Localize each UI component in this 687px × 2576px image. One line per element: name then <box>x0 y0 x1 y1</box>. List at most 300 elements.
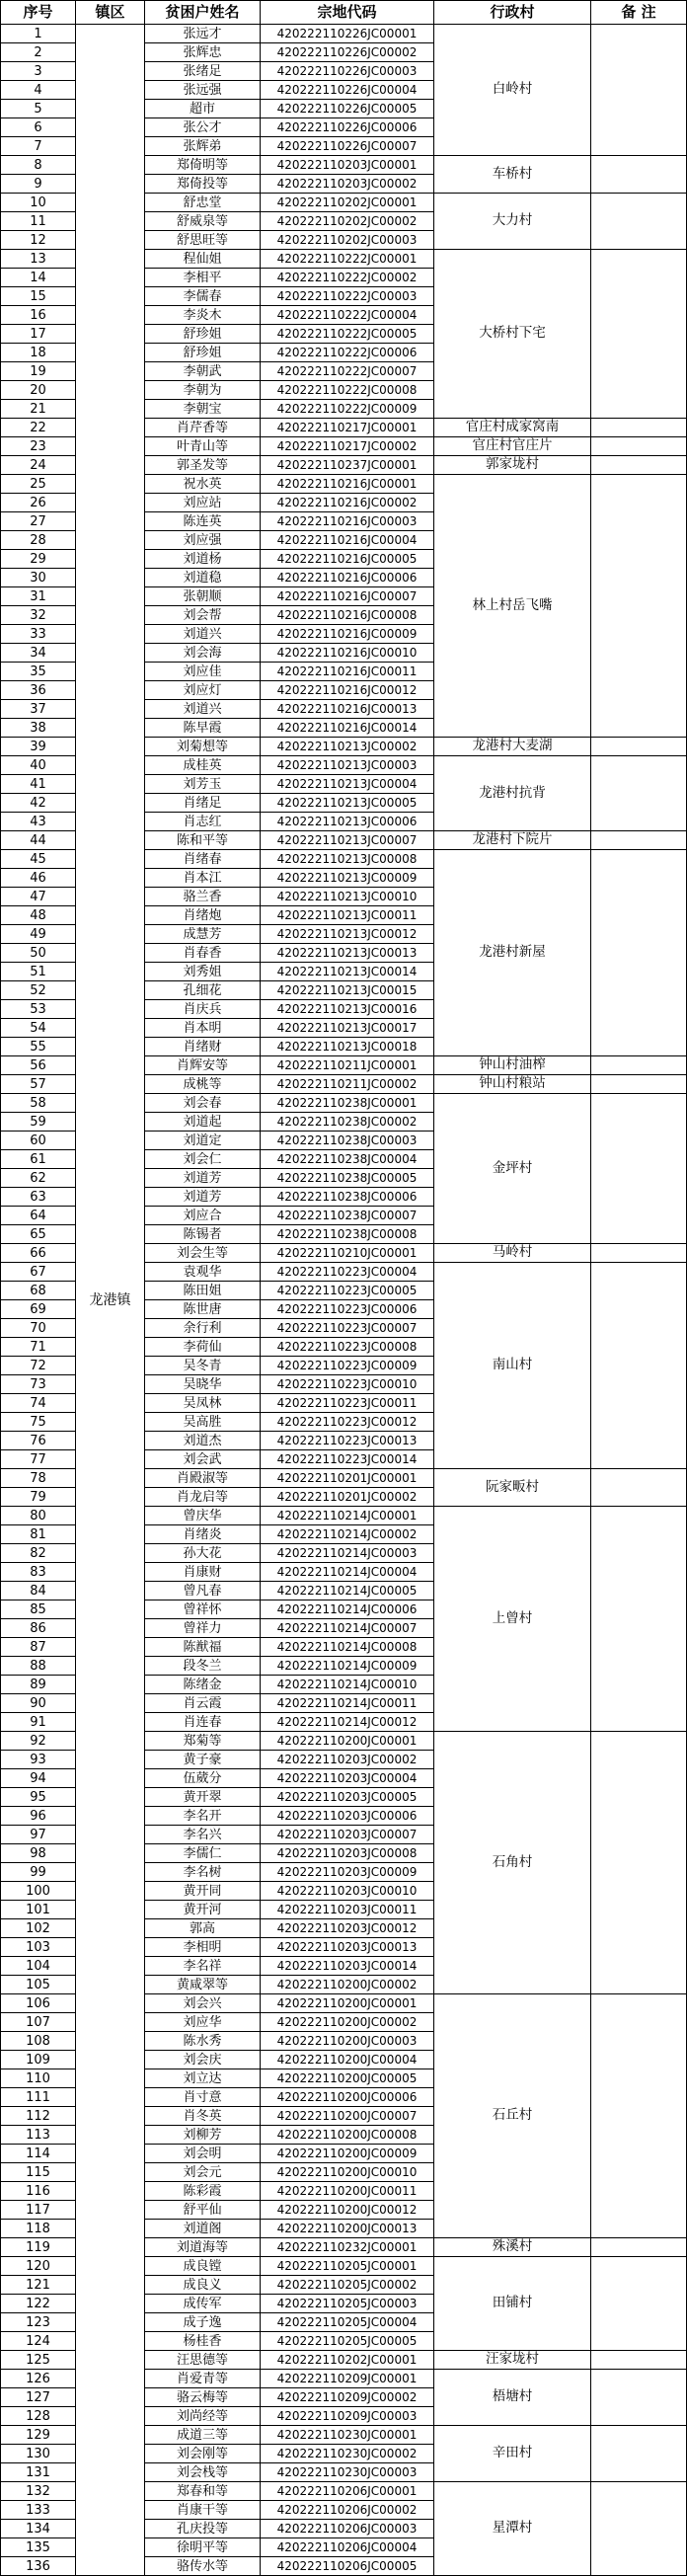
household-name: 曾凡春 <box>145 1582 261 1600</box>
household-name: 肖冬英 <box>145 2107 261 2126</box>
parcel-code: 420222110238JC00007 <box>261 1207 434 1225</box>
row-number: 73 <box>1 1375 76 1394</box>
household-name: 肖本明 <box>145 1019 261 1038</box>
parcel-code: 420222110213JC00013 <box>261 944 434 963</box>
household-name: 刘会刚等 <box>145 2445 261 2463</box>
household-name: 黄子豪 <box>145 1751 261 1769</box>
household-name: 刘会元 <box>145 2163 261 2182</box>
parcel-code: 420222110238JC00006 <box>261 1188 434 1207</box>
parcel-code: 420222110222JC00009 <box>261 400 434 419</box>
parcel-code: 420222110213JC00015 <box>261 981 434 1000</box>
household-name: 舒忠堂 <box>145 194 261 212</box>
row-number: 15 <box>1 287 76 306</box>
parcel-code: 420222110203JC00007 <box>261 1826 434 1844</box>
row-number: 2 <box>1 43 76 62</box>
parcel-code: 420222110203JC00002 <box>261 175 434 194</box>
parcel-code: 420222110216JC00006 <box>261 569 434 587</box>
parcel-code: 420222110213JC00014 <box>261 963 434 981</box>
parcel-code: 420222110213JC00003 <box>261 756 434 775</box>
household-name: 肖本江 <box>145 869 261 888</box>
row-number: 37 <box>1 700 76 719</box>
row-number: 8 <box>1 156 76 175</box>
village-name: 车桥村 <box>434 156 591 194</box>
household-name: 陈和平等 <box>145 831 261 850</box>
household-name: 杨桂香 <box>145 2332 261 2351</box>
row-number: 134 <box>1 2520 76 2538</box>
row-number: 70 <box>1 1319 76 1338</box>
header-household-name: 贫困户姓名 <box>145 1 261 25</box>
row-number: 20 <box>1 381 76 400</box>
household-name: 刘会庆 <box>145 2051 261 2069</box>
household-name: 曾庆华 <box>145 1507 261 1525</box>
row-number: 129 <box>1 2426 76 2445</box>
parcel-code: 420222110206JC00001 <box>261 2482 434 2501</box>
household-name: 刘应强 <box>145 531 261 550</box>
row-number: 84 <box>1 1582 76 1600</box>
row-number: 78 <box>1 1469 76 1488</box>
household-name: 伍葳分 <box>145 1769 261 1788</box>
row-number: 55 <box>1 1038 76 1056</box>
town-name: 龙港镇 <box>76 25 145 2576</box>
village-name: 马岭村 <box>434 1244 591 1263</box>
parcel-code: 420222110222JC00005 <box>261 325 434 344</box>
parcel-code: 420222110211JC00001 <box>261 1056 434 1075</box>
row-number: 38 <box>1 719 76 738</box>
parcel-code: 420222110222JC00001 <box>261 250 434 269</box>
row-number: 65 <box>1 1225 76 1244</box>
household-name: 刘应华 <box>145 2013 261 2032</box>
parcel-code: 420222110223JC00012 <box>261 1413 434 1432</box>
household-name: 李儒春 <box>145 287 261 306</box>
household-name: 段冬兰 <box>145 1657 261 1676</box>
remark-cell <box>591 475 687 738</box>
header-town: 镇区 <box>76 1 145 25</box>
household-name: 成道三等 <box>145 2426 261 2445</box>
row-number: 121 <box>1 2276 76 2295</box>
household-name: 刘会生等 <box>145 1244 261 1263</box>
village-name: 郭家垅村 <box>434 456 591 475</box>
household-name: 李朝武 <box>145 362 261 381</box>
row-number: 117 <box>1 2201 76 2220</box>
parcel-code: 420222110202JC00003 <box>261 231 434 250</box>
parcel-code: 420222110223JC00013 <box>261 1432 434 1450</box>
household-name: 刘道起 <box>145 1113 261 1132</box>
parcel-code: 420222110205JC00004 <box>261 2313 434 2332</box>
village-name: 白岭村 <box>434 25 591 156</box>
row-number: 49 <box>1 925 76 944</box>
row-number: 88 <box>1 1657 76 1676</box>
row-number: 108 <box>1 2032 76 2051</box>
row-number: 71 <box>1 1338 76 1357</box>
row-number: 40 <box>1 756 76 775</box>
parcel-code: 420222110216JC00010 <box>261 644 434 663</box>
household-name: 张辉忠 <box>145 43 261 62</box>
village-name: 星潭村 <box>434 2482 591 2576</box>
household-name: 肖志红 <box>145 813 261 831</box>
parcel-code: 420222110205JC00003 <box>261 2295 434 2313</box>
row-number: 118 <box>1 2220 76 2238</box>
remark-cell <box>591 1056 687 1075</box>
header-row-number: 序号 <box>1 1 76 25</box>
household-name: 肖康干等 <box>145 2501 261 2520</box>
row-number: 27 <box>1 512 76 531</box>
parcel-code: 420222110216JC00008 <box>261 606 434 625</box>
village-name: 龙港村大麦湖 <box>434 738 591 756</box>
household-name: 骆传水等 <box>145 2557 261 2576</box>
row-number: 68 <box>1 1282 76 1300</box>
household-name: 刘会春 <box>145 1094 261 1113</box>
remark-cell <box>591 25 687 156</box>
household-name: 肖云霞 <box>145 1694 261 1713</box>
row-number: 28 <box>1 531 76 550</box>
row-number: 128 <box>1 2407 76 2426</box>
parcel-code: 420222110222JC00004 <box>261 306 434 325</box>
household-name: 肖寸意 <box>145 2088 261 2107</box>
parcel-code: 420222110213JC00010 <box>261 888 434 906</box>
parcel-code: 420222110232JC00001 <box>261 2238 434 2257</box>
remark-cell <box>591 1094 687 1244</box>
parcel-code: 420222110222JC00008 <box>261 381 434 400</box>
parcel-code: 420222110209JC00003 <box>261 2407 434 2426</box>
household-name: 李名树 <box>145 1863 261 1882</box>
parcel-code: 420222110202JC00001 <box>261 194 434 212</box>
row-number: 132 <box>1 2482 76 2501</box>
household-name: 张公才 <box>145 118 261 137</box>
row-number: 111 <box>1 2088 76 2107</box>
household-name: 李相明 <box>145 1938 261 1957</box>
parcel-code: 420222110213JC00011 <box>261 906 434 925</box>
household-name: 肖康财 <box>145 1563 261 1582</box>
row-number: 135 <box>1 2538 76 2557</box>
household-name: 李荷仙 <box>145 1338 261 1357</box>
household-name: 黄咸翠等 <box>145 1976 261 1994</box>
row-number: 80 <box>1 1507 76 1525</box>
row-number: 30 <box>1 569 76 587</box>
row-number: 64 <box>1 1207 76 1225</box>
household-name: 黄开河 <box>145 1901 261 1919</box>
row-number: 46 <box>1 869 76 888</box>
household-name: 舒珍姐 <box>145 325 261 344</box>
row-number: 124 <box>1 2332 76 2351</box>
row-number: 97 <box>1 1826 76 1844</box>
household-name: 超市 <box>145 100 261 118</box>
parcel-code: 420222110213JC00012 <box>261 925 434 944</box>
parcel-code: 420222110226JC00007 <box>261 137 434 156</box>
parcel-code: 420222110223JC00008 <box>261 1338 434 1357</box>
parcel-code: 420222110214JC00002 <box>261 1525 434 1544</box>
household-name: 肖绪炮 <box>145 906 261 925</box>
household-name: 陈水秀 <box>145 2032 261 2051</box>
row-number: 89 <box>1 1676 76 1694</box>
parcel-code: 420222110205JC00002 <box>261 2276 434 2295</box>
parcel-code: 420222110201JC00001 <box>261 1469 434 1488</box>
row-number: 126 <box>1 2370 76 2388</box>
remark-cell <box>591 1244 687 1263</box>
household-name: 孔庆投等 <box>145 2520 261 2538</box>
row-number: 1 <box>1 25 76 43</box>
household-name: 陈绪金 <box>145 1676 261 1694</box>
household-name: 刘会帮 <box>145 606 261 625</box>
parcel-code: 420222110201JC00002 <box>261 1488 434 1507</box>
household-name: 肖春香 <box>145 944 261 963</box>
village-name: 龙港村下院片 <box>434 831 591 850</box>
row-number: 119 <box>1 2238 76 2257</box>
parcel-code: 420222110203JC00009 <box>261 1863 434 1882</box>
parcel-code: 420222110200JC00009 <box>261 2145 434 2163</box>
household-name: 李名兴 <box>145 1826 261 1844</box>
household-name: 舒思旺等 <box>145 231 261 250</box>
household-name: 刘会武 <box>145 1450 261 1469</box>
parcel-code: 420222110200JC00010 <box>261 2163 434 2182</box>
row-number: 50 <box>1 944 76 963</box>
parcel-code: 420222110203JC00010 <box>261 1882 434 1901</box>
parcel-code: 420222110226JC00006 <box>261 118 434 137</box>
parcel-code: 420222110213JC00018 <box>261 1038 434 1056</box>
row-number: 110 <box>1 2069 76 2088</box>
row-number: 16 <box>1 306 76 325</box>
village-name: 阮家畈村 <box>434 1469 591 1507</box>
parcel-code: 420222110203JC00014 <box>261 1957 434 1976</box>
household-name: 刘道芳 <box>145 1169 261 1188</box>
row-number: 39 <box>1 738 76 756</box>
parcel-code: 420222110206JC00003 <box>261 2520 434 2538</box>
remark-cell <box>591 2426 687 2482</box>
header-village: 行政村 <box>434 1 591 25</box>
household-name: 吴晓华 <box>145 1375 261 1394</box>
household-name: 刘道兴 <box>145 700 261 719</box>
row-number: 90 <box>1 1694 76 1713</box>
parcel-code: 420222110200JC00006 <box>261 2088 434 2107</box>
row-number: 13 <box>1 250 76 269</box>
parcel-code: 420222110214JC00001 <box>261 1507 434 1525</box>
village-name: 林上村岳飞嘴 <box>434 475 591 738</box>
row-number: 11 <box>1 212 76 231</box>
household-name: 陈早霞 <box>145 719 261 738</box>
remark-cell <box>591 2238 687 2257</box>
row-number: 96 <box>1 1807 76 1826</box>
row-number: 91 <box>1 1713 76 1732</box>
row-number: 57 <box>1 1075 76 1094</box>
row-number: 102 <box>1 1919 76 1938</box>
parcel-code: 420222110200JC00013 <box>261 2220 434 2238</box>
row-number: 113 <box>1 2126 76 2145</box>
household-name: 成传军 <box>145 2295 261 2313</box>
household-name: 刘应站 <box>145 494 261 512</box>
remark-cell <box>591 1469 687 1507</box>
row-number: 130 <box>1 2445 76 2463</box>
row-number: 33 <box>1 625 76 644</box>
row-number: 44 <box>1 831 76 850</box>
row-number: 105 <box>1 1976 76 1994</box>
parcel-code: 420222110213JC00005 <box>261 794 434 813</box>
parcel-code: 420222110238JC00005 <box>261 1169 434 1188</box>
row-number: 53 <box>1 1000 76 1019</box>
row-number: 31 <box>1 587 76 606</box>
parcel-code: 420222110226JC00002 <box>261 43 434 62</box>
household-name: 李相平 <box>145 269 261 287</box>
household-name: 陈锡者 <box>145 1225 261 1244</box>
household-name: 舒威泉等 <box>145 212 261 231</box>
parcel-code: 420222110200JC00002 <box>261 2013 434 2032</box>
remark-cell <box>591 2257 687 2351</box>
household-name: 肖绪炎 <box>145 1525 261 1544</box>
household-name: 李儒仁 <box>145 1844 261 1863</box>
row-number: 104 <box>1 1957 76 1976</box>
row-number: 76 <box>1 1432 76 1450</box>
household-name: 黄开同 <box>145 1882 261 1901</box>
household-name: 成良镗 <box>145 2257 261 2276</box>
remark-cell <box>591 1263 687 1469</box>
row-number: 23 <box>1 437 76 456</box>
household-name: 李名祥 <box>145 1957 261 1976</box>
remark-cell <box>591 419 687 437</box>
household-name: 李名开 <box>145 1807 261 1826</box>
parcel-code: 420222110226JC00003 <box>261 62 434 81</box>
household-name: 郑菊等 <box>145 1732 261 1751</box>
village-name: 南山村 <box>434 1263 591 1469</box>
row-number: 18 <box>1 344 76 362</box>
parcel-code: 420222110216JC00014 <box>261 719 434 738</box>
row-number: 10 <box>1 194 76 212</box>
row-number: 93 <box>1 1751 76 1769</box>
household-name: 李朝为 <box>145 381 261 400</box>
household-name: 祝水英 <box>145 475 261 494</box>
village-name: 田铺村 <box>434 2257 591 2351</box>
household-name: 骆云梅等 <box>145 2388 261 2407</box>
household-name: 张辉弟 <box>145 137 261 156</box>
village-name: 梧塘村 <box>434 2370 591 2426</box>
household-name: 肖殿淑等 <box>145 1469 261 1488</box>
row-number: 114 <box>1 2145 76 2163</box>
row-number: 9 <box>1 175 76 194</box>
row-number: 5 <box>1 100 76 118</box>
parcel-code: 420222110214JC00011 <box>261 1694 434 1713</box>
household-name: 陈田姐 <box>145 1282 261 1300</box>
row-number: 7 <box>1 137 76 156</box>
household-name: 袁观华 <box>145 1263 261 1282</box>
parcel-code: 420222110211JC00002 <box>261 1075 434 1094</box>
household-name: 余行利 <box>145 1319 261 1338</box>
row-number: 56 <box>1 1056 76 1075</box>
row-number: 36 <box>1 681 76 700</box>
household-name: 刘道海等 <box>145 2238 261 2257</box>
household-name: 张远才 <box>145 25 261 43</box>
parcel-code: 420222110213JC00009 <box>261 869 434 888</box>
parcel-code: 420222110213JC00017 <box>261 1019 434 1038</box>
household-name: 刘柳芳 <box>145 2126 261 2145</box>
row-number: 66 <box>1 1244 76 1263</box>
parcel-code: 420222110216JC00007 <box>261 587 434 606</box>
parcel-code: 420222110223JC00005 <box>261 1282 434 1300</box>
village-name: 汪家垅村 <box>434 2351 591 2370</box>
parcel-code: 420222110222JC00002 <box>261 269 434 287</box>
household-name: 郑倚明等 <box>145 156 261 175</box>
parcel-code: 420222110213JC00007 <box>261 831 434 850</box>
household-name: 骆兰香 <box>145 888 261 906</box>
parcel-code: 420222110214JC00008 <box>261 1638 434 1657</box>
household-name: 刘道定 <box>145 1132 261 1150</box>
household-name: 李朝宝 <box>145 400 261 419</box>
parcel-code: 420222110223JC00010 <box>261 1375 434 1394</box>
parcel-code: 420222110222JC00003 <box>261 287 434 306</box>
parcel-code: 420222110238JC00003 <box>261 1132 434 1150</box>
remark-cell <box>591 2370 687 2426</box>
row-number: 85 <box>1 1600 76 1619</box>
household-name: 张远强 <box>145 81 261 100</box>
parcel-code: 420222110216JC00001 <box>261 475 434 494</box>
village-name: 石角村 <box>434 1732 591 1994</box>
parcel-code: 420222110238JC00008 <box>261 1225 434 1244</box>
row-number: 75 <box>1 1413 76 1432</box>
row-number: 12 <box>1 231 76 250</box>
row-number: 59 <box>1 1113 76 1132</box>
parcel-code: 420222110200JC00003 <box>261 2032 434 2051</box>
village-name: 钟山村油榨 <box>434 1056 591 1075</box>
household-name: 刘芳玉 <box>145 775 261 794</box>
household-name: 舒平仙 <box>145 2201 261 2220</box>
remark-cell <box>591 194 687 250</box>
parcel-code: 420222110206JC00004 <box>261 2538 434 2557</box>
household-name: 陈世唐 <box>145 1300 261 1319</box>
remark-cell <box>591 1732 687 1994</box>
parcel-code: 420222110214JC00009 <box>261 1657 434 1676</box>
row-number: 63 <box>1 1188 76 1207</box>
parcel-code: 420222110206JC00002 <box>261 2501 434 2520</box>
household-name: 李炎木 <box>145 306 261 325</box>
row-number: 69 <box>1 1300 76 1319</box>
row-number: 34 <box>1 644 76 663</box>
household-name: 刘应佳 <box>145 663 261 681</box>
parcel-code: 420222110226JC00004 <box>261 81 434 100</box>
household-name: 刘道兴 <box>145 625 261 644</box>
household-name: 郑春和等 <box>145 2482 261 2501</box>
parcel-code: 420222110216JC00013 <box>261 700 434 719</box>
row-number: 19 <box>1 362 76 381</box>
household-name: 刘秀姐 <box>145 963 261 981</box>
parcel-code: 420222110203JC00011 <box>261 1901 434 1919</box>
parcel-code: 420222110214JC00010 <box>261 1676 434 1694</box>
village-name: 官庄村成家窝南 <box>434 419 591 437</box>
row-number: 67 <box>1 1263 76 1282</box>
household-name: 刘会兴 <box>145 1994 261 2013</box>
parcel-code: 420222110214JC00012 <box>261 1713 434 1732</box>
row-number: 112 <box>1 2107 76 2126</box>
parcel-code: 420222110203JC00005 <box>261 1788 434 1807</box>
row-number: 122 <box>1 2295 76 2313</box>
parcel-code: 420222110216JC00009 <box>261 625 434 644</box>
row-number: 22 <box>1 419 76 437</box>
household-name: 肖辉安等 <box>145 1056 261 1075</box>
remark-cell <box>591 2351 687 2370</box>
household-name: 曾祥力 <box>145 1619 261 1638</box>
village-name: 金坪村 <box>434 1094 591 1244</box>
parcel-code: 420222110217JC00001 <box>261 419 434 437</box>
parcel-code: 420222110206JC00005 <box>261 2557 434 2576</box>
row-number: 115 <box>1 2163 76 2182</box>
row-number: 131 <box>1 2463 76 2482</box>
parcel-code: 420222110222JC00006 <box>261 344 434 362</box>
parcel-code: 420222110222JC00007 <box>261 362 434 381</box>
row-number: 14 <box>1 269 76 287</box>
household-name: 刘道杨 <box>145 550 261 569</box>
parcel-code: 420222110210JC00001 <box>261 1244 434 1263</box>
row-number: 127 <box>1 2388 76 2407</box>
parcel-code: 420222110216JC00004 <box>261 531 434 550</box>
row-number: 82 <box>1 1544 76 1563</box>
village-name: 龙港村新屋 <box>434 850 591 1056</box>
row-number: 74 <box>1 1394 76 1413</box>
parcel-code: 420222110203JC00012 <box>261 1919 434 1938</box>
